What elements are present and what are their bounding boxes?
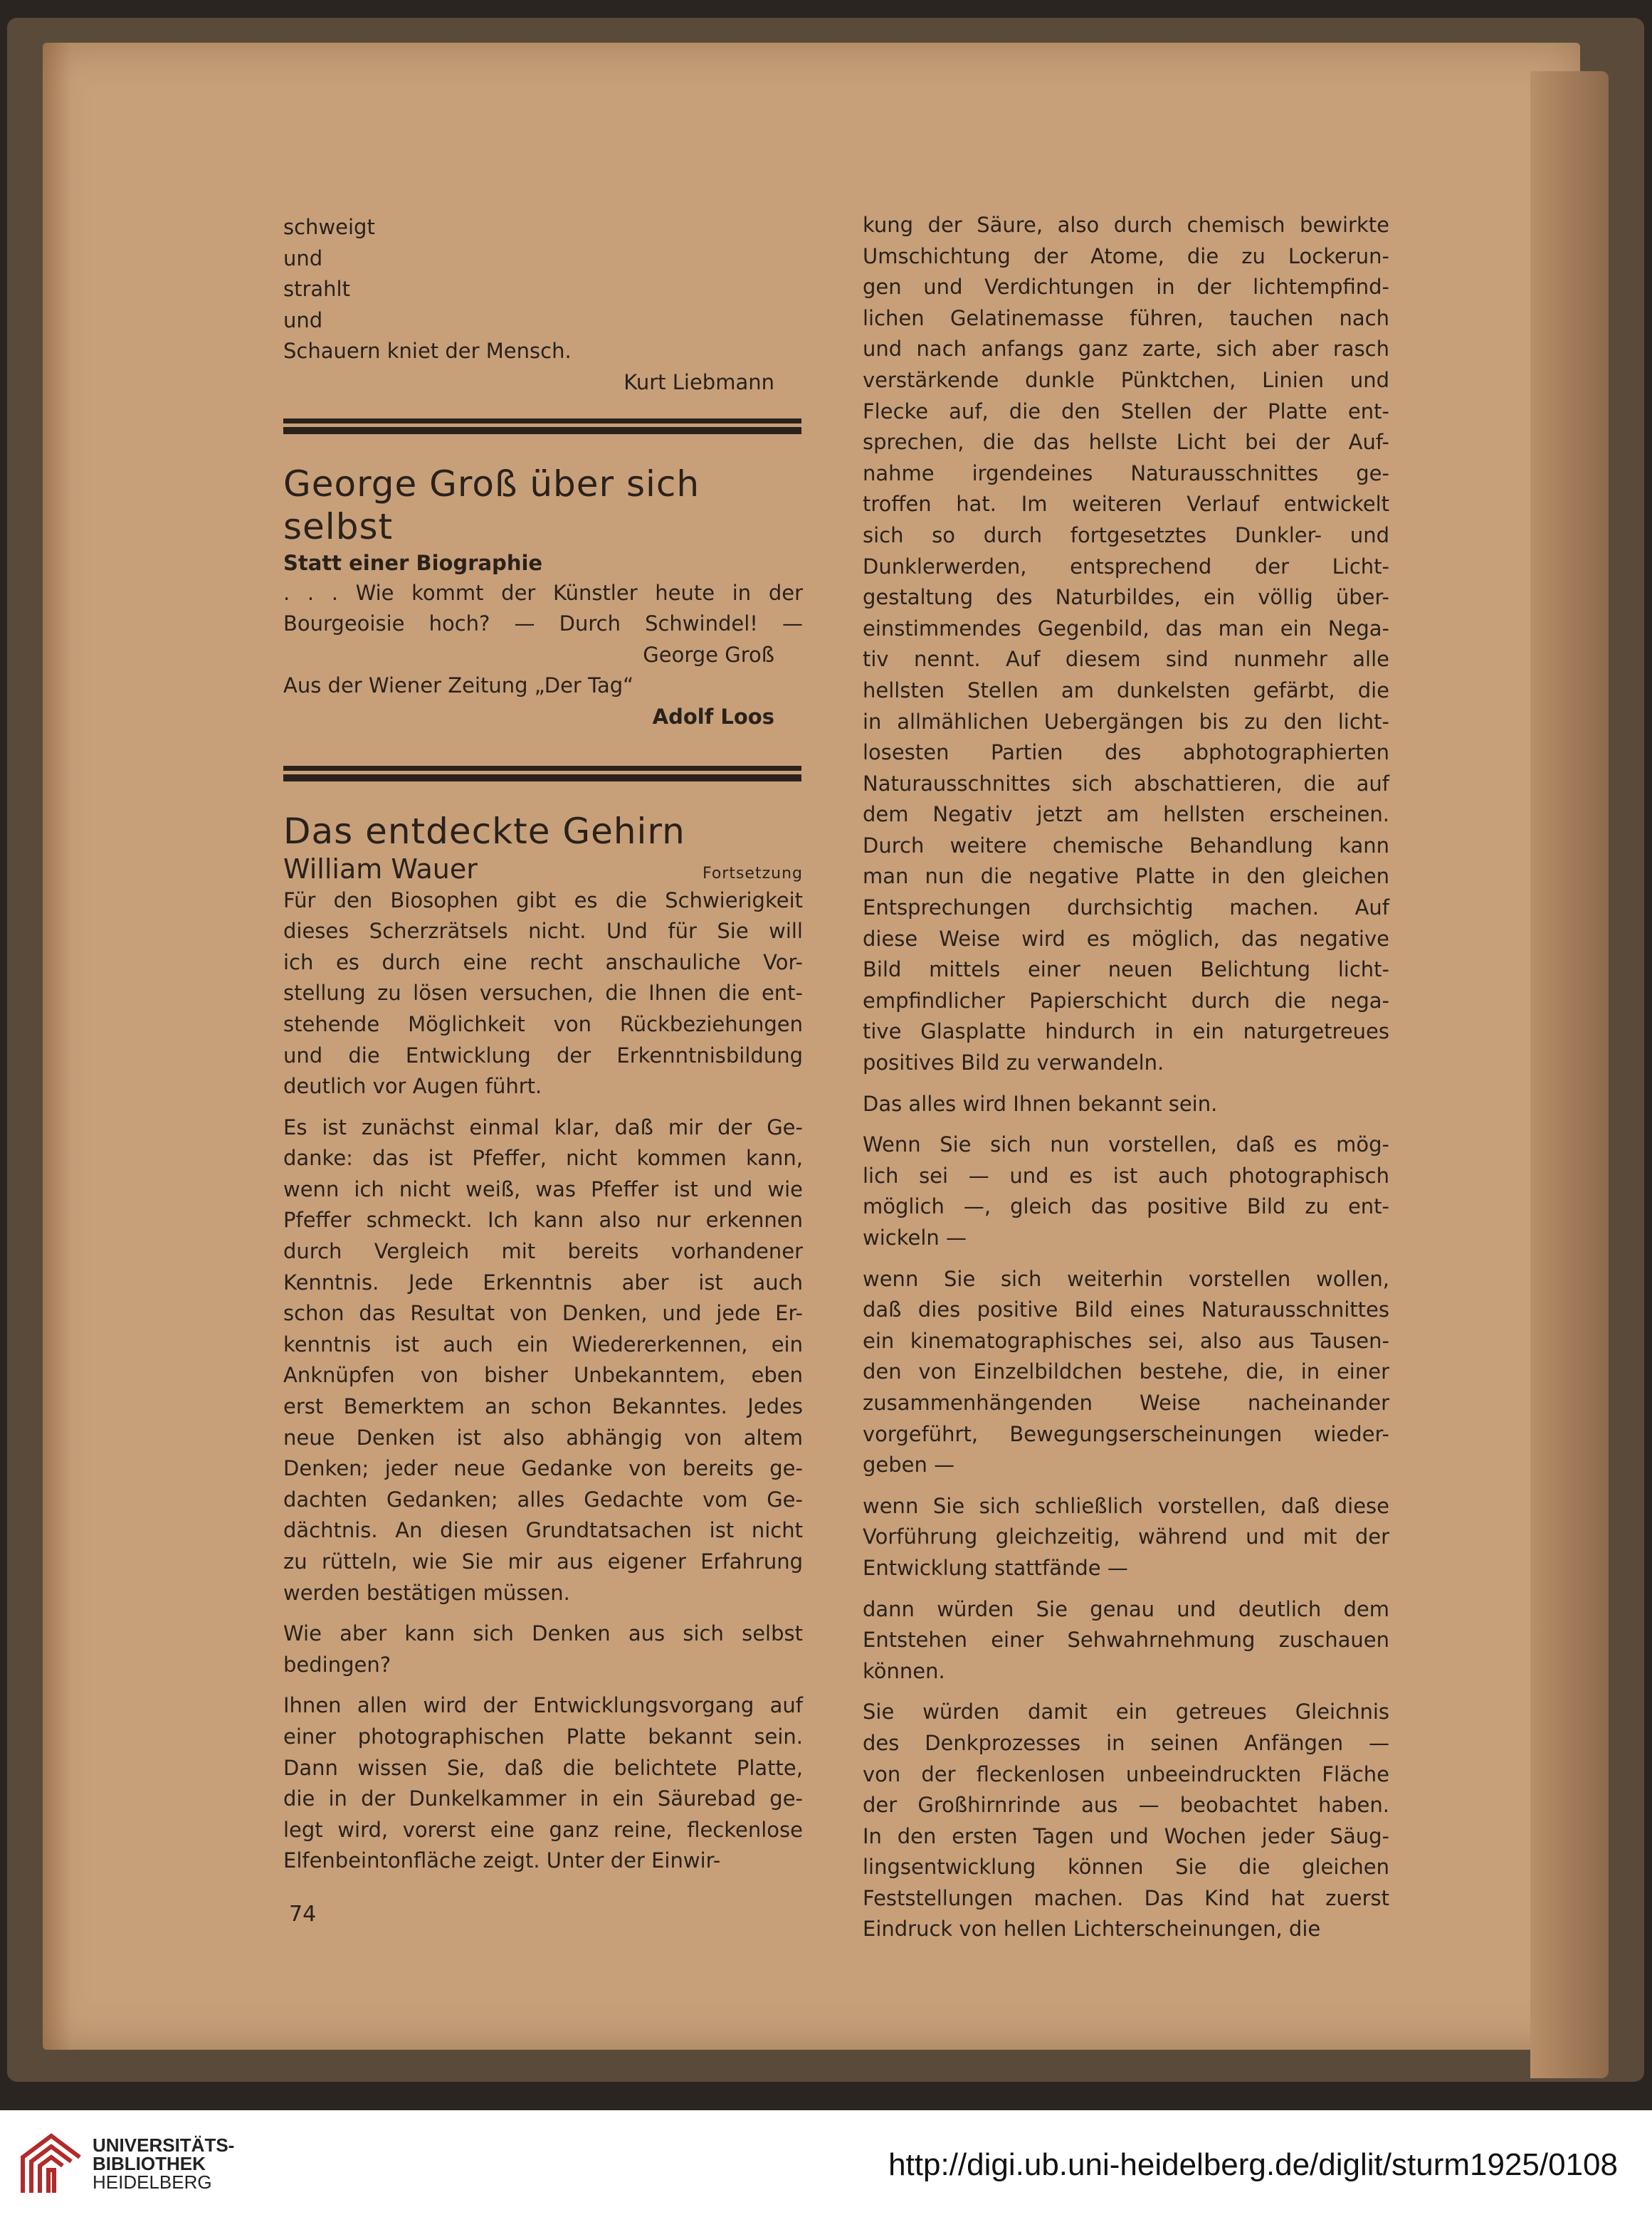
text-line: tiv nennt. Auf diesem sind nunmehr alle [863, 647, 1389, 672]
gross-subtitle: Statt einer Biographie [283, 550, 543, 575]
text-line: Entsprechungen durchsichtig machen. Auf [863, 895, 1389, 920]
text-line: lich sei — und es ist auch photographisch [863, 1163, 1389, 1188]
article-paragraph [863, 210, 1389, 1079]
text-line: können. [863, 1658, 945, 1683]
text-line: Anknüpfen von bisher Unbekanntem, eben [283, 1363, 803, 1388]
article-paragraph [283, 1112, 803, 1609]
text-line: bedingen? [283, 1652, 391, 1677]
logo-line: UNIVERSITÄTS- [93, 2134, 235, 2156]
text-line: Sie würden damit ein getreues Gleichnis [863, 1700, 1389, 1724]
text-line: in allmählichen Uebergängen bis zu den licht- [863, 709, 1389, 734]
paragraph-gap [283, 1102, 803, 1112]
text-line: möglich —, gleich das positive Bild zu ent- [863, 1194, 1389, 1219]
text-line: Entstehen einer Sehwahrnehmung zuschauen [863, 1628, 1389, 1653]
text-line: Feststellungen machen. Das Kind hat zuerst [863, 1885, 1389, 1910]
text-line: empfindlicher Papierschicht durch die nega- [863, 988, 1389, 1013]
gross-section [283, 463, 803, 733]
text-line: kenntnis ist auch ein Wiedererkennen, ein [283, 1332, 803, 1357]
text-line: dächtnis. An diesen Grundtatsachen ist nicht [283, 1518, 803, 1543]
text-line: diese Weise wird es möglich, das negative [863, 926, 1389, 951]
article-author: William Wauer [283, 853, 478, 885]
article-byline [283, 853, 803, 885]
library-logo-icon [16, 2129, 87, 2200]
logo-line: BIBLIOTHEK [93, 2153, 206, 2174]
section-divider [283, 766, 801, 781]
text-line: Das alles wird Ihnen bekannt sein. [863, 1091, 1218, 1116]
gross-source-author: Adolf Loos [652, 704, 774, 729]
paragraph-gap [863, 1254, 1389, 1264]
gross-quote-line: Bourgeoisie hoch? — Durch Schwindel! — [283, 611, 803, 636]
text-line: kung der Säure, also durch chemisch bewirkte [863, 213, 1389, 237]
text-line: Bild mittels einer neuen Belichtung licht- [863, 957, 1389, 982]
article-paragraph [863, 1594, 1389, 1687]
text-line: Naturausschnittes sich abschattieren, die auf [863, 771, 1389, 796]
page-spine [1530, 71, 1609, 2078]
text-line: verstärkende dunkle Pünktchen, Linien und [863, 367, 1389, 392]
article-paragraph [283, 1690, 803, 1877]
poem-author: Kurt Liebmann [624, 369, 774, 394]
text-line: zusammenhängenden Weise nacheinander [863, 1390, 1389, 1415]
text-line: geben — [863, 1453, 955, 1478]
gross-source: Aus der Wiener Zeitung „Der Tag“ [283, 673, 634, 698]
text-line: Elfenbeintonfläche zeigt. Unter der Einwir- [283, 1848, 721, 1873]
text-line: Es ist zunächst einmal klar, daß mir der Ge- [283, 1115, 803, 1139]
text-line: wenn ich nicht weiß, was Pfeffer ist und wie [283, 1176, 803, 1201]
text-line: positives Bild zu verwandeln. [863, 1050, 1164, 1075]
text-line: dachten Gedanken; alles Gedachte vom Ge- [283, 1487, 803, 1512]
gross-quote-line: . . . Wie kommt der Künstler heute in der [283, 580, 803, 605]
text-line: man nun die negative Platte in den gleichen [863, 864, 1389, 889]
text-line: dann würden Sie genau und deutlich dem [863, 1596, 1389, 1621]
text-line: vorgeführt, Bewegungserscheinungen wieder- [863, 1421, 1389, 1446]
text-line: Eindruck von hellen Lichterscheinungen, die [863, 1917, 1321, 1942]
text-line: gestaltung des Naturbildes, ein völlig über- [863, 585, 1389, 610]
text-line: stellung zu lösen versuchen, die Ihnen die ent- [283, 981, 803, 1006]
article-paragraph [863, 1697, 1389, 1945]
text-line: sprechen, die das hellste Licht bei der Auf- [863, 430, 1389, 455]
article-paragraph [863, 1089, 1389, 1120]
text-line: wenn Sie sich schließlich vorstellen, daß diese [863, 1493, 1389, 1518]
text-line: tive Glasplatte hindurch in ein naturgetreues [863, 1019, 1389, 1044]
text-line: Denken; jeder neue Gedanke von bereits ge- [283, 1456, 803, 1481]
text-line: werden bestätigen müssen. [283, 1580, 570, 1605]
poem-line: Schauern kniet der Mensch. [283, 339, 572, 364]
text-line: ein kinematographisches sei, also aus Tausen- [863, 1328, 1389, 1353]
page-gutter-shadow [43, 43, 71, 2050]
gross-quote-author: George Groß [643, 642, 774, 667]
text-line: dieses Scherzrätsels nicht. Und für Sie will [283, 919, 803, 944]
text-line: Wie aber kann sich Denken aus sich selbst [283, 1621, 803, 1646]
footer-bar [0, 2110, 1652, 2217]
article-paragraph [863, 1129, 1389, 1253]
text-line: einer photographischen Platte bekannt sein. [283, 1724, 803, 1749]
article-paragraph [283, 1618, 803, 1680]
article-paragraph [863, 1491, 1389, 1584]
text-line: daß dies positive Bild eines Naturausschnittes [863, 1297, 1389, 1322]
text-line: lingsentwicklung können Sie die gleichen [863, 1855, 1389, 1880]
left-column [283, 212, 803, 1877]
section-divider [283, 418, 801, 434]
library-logo-text [93, 2136, 234, 2191]
article-paragraph [283, 885, 803, 1102]
text-line: die in der Dunkelkammer in ein Säurebad ge- [283, 1786, 803, 1811]
text-line: troffen hat. Im weiteren Verlauf entwickelt [863, 492, 1389, 517]
text-line: den von Einzelbildchen bestehe, die, in einer [863, 1359, 1389, 1384]
gross-title: George Groß über sich selbst [283, 463, 700, 547]
text-line: sich so durch fortgesetztes Dunkler- und [863, 522, 1389, 547]
article-right-body [863, 210, 1389, 1945]
paragraph-gap [863, 1584, 1389, 1594]
text-line: durch Vergleich mit bereits vorhandener [283, 1239, 803, 1264]
text-line: Für den Biosophen gibt es die Schwierigkeit [283, 888, 803, 912]
article-note: Fortsetzung [702, 864, 803, 883]
text-line: gen und Verdichtungen in der lichtempfind- [863, 275, 1389, 300]
poem-line: und [283, 246, 323, 270]
text-line: ich es durch eine recht anschauliche Vor- [283, 949, 803, 974]
text-line: dem Negativ jetzt am hellsten erscheinen. [863, 802, 1389, 827]
text-line: Pfeffer schmeckt. Ich kann also nur erkennen [283, 1208, 803, 1233]
paragraph-gap [863, 1079, 1389, 1089]
paragraph-gap [283, 1608, 803, 1618]
text-line: Dunklerwerden, entsprechend der Licht- [863, 554, 1389, 579]
text-line: losesten Partien des abphotographierten [863, 740, 1389, 765]
text-line: Ihnen allen wird der Entwicklungsvorgang auf [283, 1693, 803, 1718]
paragraph-gap [863, 1120, 1389, 1129]
text-line: schon das Resultat von Denken, und jede Er- [283, 1301, 803, 1326]
text-line: der Großhirnrinde aus — beobachtet haben. [863, 1793, 1389, 1818]
text-line: hellsten Stellen am dunkelsten gefärbt, die [863, 678, 1389, 702]
text-line: zu rütteln, wie Sie mir aus eigener Erfahrung [283, 1549, 803, 1574]
text-line: des Denkprozesses in seinen Anfängen — [863, 1730, 1389, 1755]
text-line: neue Denken ist also abhängig von altem [283, 1425, 803, 1450]
text-line: danke: das ist Pfeffer, nicht kommen kann, [283, 1146, 803, 1171]
logo-line: HEIDELBERG [93, 2171, 212, 2193]
text-line: einstimmendes Gegenbild, das man ein Nega- [863, 616, 1389, 641]
text-line: legt wird, vorerst eine ganz reine, fleckenlose [283, 1817, 803, 1842]
text-line: Vorführung gleichzeitig, während und mit der [863, 1524, 1389, 1549]
article-paragraph [863, 1264, 1389, 1481]
paragraph-gap [863, 1687, 1389, 1697]
text-line: nahme irgendeines Naturausschnittes ge- [863, 460, 1389, 485]
poem-line: schweigt [283, 215, 375, 239]
text-line: wenn Sie sich weiterhin vorstellen wollen, [863, 1266, 1389, 1291]
text-line: lichen Gelatinemasse führen, tauchen nach [863, 305, 1389, 330]
text-line: Entwicklung stattfände — [863, 1555, 1128, 1580]
poem-ending [283, 212, 803, 399]
text-line: und die Entwicklung der Erkenntnisbildung [283, 1043, 803, 1068]
right-column [863, 210, 1389, 1945]
article-left-body [283, 885, 803, 1877]
text-line: Durch weitere chemische Behandlung kann [863, 833, 1389, 858]
text-line: deutlich vor Augen führt. [283, 1074, 542, 1099]
text-line: und nach anfangs ganz zarte, sich aber rasch [863, 337, 1389, 362]
text-line: Kenntnis. Jede Erkenntnis aber ist auch [283, 1270, 803, 1295]
text-line: wickeln — [863, 1226, 967, 1250]
text-line: erst Bemerktem an schon Bekanntes. Jedes [283, 1394, 803, 1419]
text-line: Flecke auf, die den Stellen der Platte ent- [863, 399, 1389, 423]
text-line: von der fleckenlosen unbeeindruckten Fläche [863, 1762, 1389, 1786]
permalink-url[interactable]: http://digi.ub.uni-heidelberg.de/diglit/sturm1925/0108 [888, 2147, 1618, 2182]
paragraph-gap [863, 1481, 1389, 1491]
text-line: Umschichtung der Atome, die zu Lockerun- [863, 243, 1389, 268]
paragraph-gap [283, 1680, 803, 1690]
text-line: Dann wissen Sie, daß die belichtete Platte, [283, 1755, 803, 1780]
article-title: Das entdeckte Gehirn [283, 810, 685, 852]
article-header [283, 810, 803, 885]
poem-line: strahlt [283, 277, 350, 302]
text-line: Wenn Sie sich nun vorstellen, daß es mög- [863, 1132, 1389, 1157]
page-number: 74 [289, 1902, 317, 1927]
text-line: stehende Möglichkeit von Rückbeziehungen [283, 1011, 803, 1036]
text-line: In den ersten Tagen und Wochen jeder Säug- [863, 1823, 1389, 1848]
poem-line: und [283, 307, 323, 332]
